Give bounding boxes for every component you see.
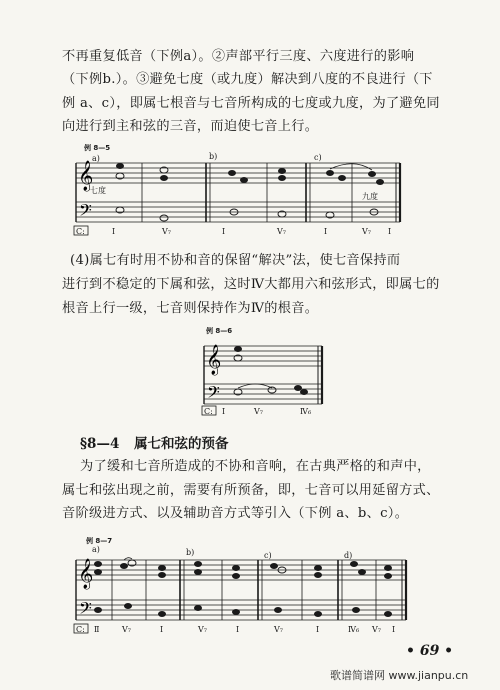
- text-line: 为了缓和七音所造成的不协和音响，在古典严格的和声中，: [80, 459, 431, 474]
- text-line: 不再重复低音（下例a）。②声部平行三度、六度进行的影响: [62, 49, 415, 64]
- roman-numeral: V₇: [254, 407, 263, 416]
- roman-numeral: I: [388, 227, 392, 236]
- text-line: 音阶级进方式、以及辅助音方式等引入（下例 a、b、c）。: [62, 506, 409, 521]
- treble-clef-icon: 𝄞: [78, 559, 94, 589]
- roman-numeral: Ⅳ₆: [348, 625, 360, 634]
- roman-numeral: I: [222, 227, 226, 236]
- text-line: 属七和弦出现之前，需要有所预备，即，七音可以用延留方式、: [62, 483, 440, 498]
- notes: [94, 560, 392, 617]
- music-example-8-7: [62, 530, 432, 636]
- annotation-ninth: 九度: [362, 192, 378, 201]
- watermark-text: 歌谱简谱网 www.jianpu.cn: [330, 669, 469, 682]
- key-label: C:: [76, 227, 85, 236]
- part-label-a: a): [92, 545, 100, 554]
- page-number: • 69 •: [406, 643, 454, 659]
- section-heading: [80, 432, 229, 452]
- treble-clef-icon: 𝄞: [206, 345, 222, 375]
- roman-numeral: Ⅳ₆: [300, 407, 312, 416]
- roman-numeral: I: [236, 625, 240, 634]
- key-label: C:: [76, 625, 85, 634]
- part-label-b: b): [209, 152, 218, 161]
- example-label: 例 8—6: [206, 327, 233, 335]
- part-label-c: c): [314, 153, 322, 162]
- key-label: C:: [204, 407, 213, 416]
- roman-numeral: Ⅱ: [94, 625, 100, 634]
- roman-numeral: V₇: [162, 227, 171, 236]
- roman-numeral: I: [392, 625, 396, 634]
- bass-clef-icon: 𝄢: [79, 598, 92, 622]
- text-line: 进行到不稳定的下属和弦，这时Ⅳ大都用六和弦形式，即属七的: [62, 277, 440, 292]
- text-line: (4)属七有时用不协和音的保留“解决”法，使七音保持而: [70, 253, 401, 268]
- section-title: 属七和弦的预备: [134, 436, 229, 452]
- text-line: （下例b.）。③避免七度（或九度）解决到八度的不良进行（下: [62, 72, 433, 87]
- roman-numeral: V₇: [372, 625, 381, 634]
- roman-numeral: V₇: [274, 625, 283, 634]
- example-label: 例 8—5: [84, 144, 111, 152]
- example-label: 例 8—7: [86, 537, 113, 545]
- bass-clef-icon: 𝄢: [79, 200, 92, 224]
- music-example-8-6: [190, 318, 340, 416]
- part-label-d: d): [344, 551, 353, 560]
- part-label-b: b): [186, 548, 195, 557]
- part-label-a: a): [92, 154, 100, 163]
- part-label-c: c): [264, 551, 272, 560]
- roman-numeral: V₇: [122, 625, 131, 634]
- music-example-8-5: [62, 140, 432, 238]
- annotation-seventh: 七度: [90, 186, 106, 195]
- roman-numeral: V₇: [362, 227, 371, 236]
- treble-clef-icon: 𝄞: [78, 161, 94, 191]
- text-line: 向进行到主和弦的三音，而迫使七音上行。: [62, 119, 319, 134]
- roman-numeral: I: [316, 625, 320, 634]
- roman-numeral: I: [222, 407, 226, 416]
- section-number: §8—4: [80, 436, 120, 452]
- bass-clef-icon: 𝄢: [207, 382, 220, 406]
- roman-numeral: V₇: [277, 227, 286, 236]
- roman-numeral: I: [160, 625, 164, 634]
- text-line: 例 a、c），即属七根音与七音所构成的七度或九度，为了避免同: [62, 96, 440, 111]
- roman-numeral: V₇: [198, 625, 207, 634]
- roman-numeral: I: [324, 227, 328, 236]
- text-line: 根音上行一级，七音则保持作为Ⅳ的根音。: [62, 301, 319, 316]
- roman-numeral: I: [112, 227, 116, 236]
